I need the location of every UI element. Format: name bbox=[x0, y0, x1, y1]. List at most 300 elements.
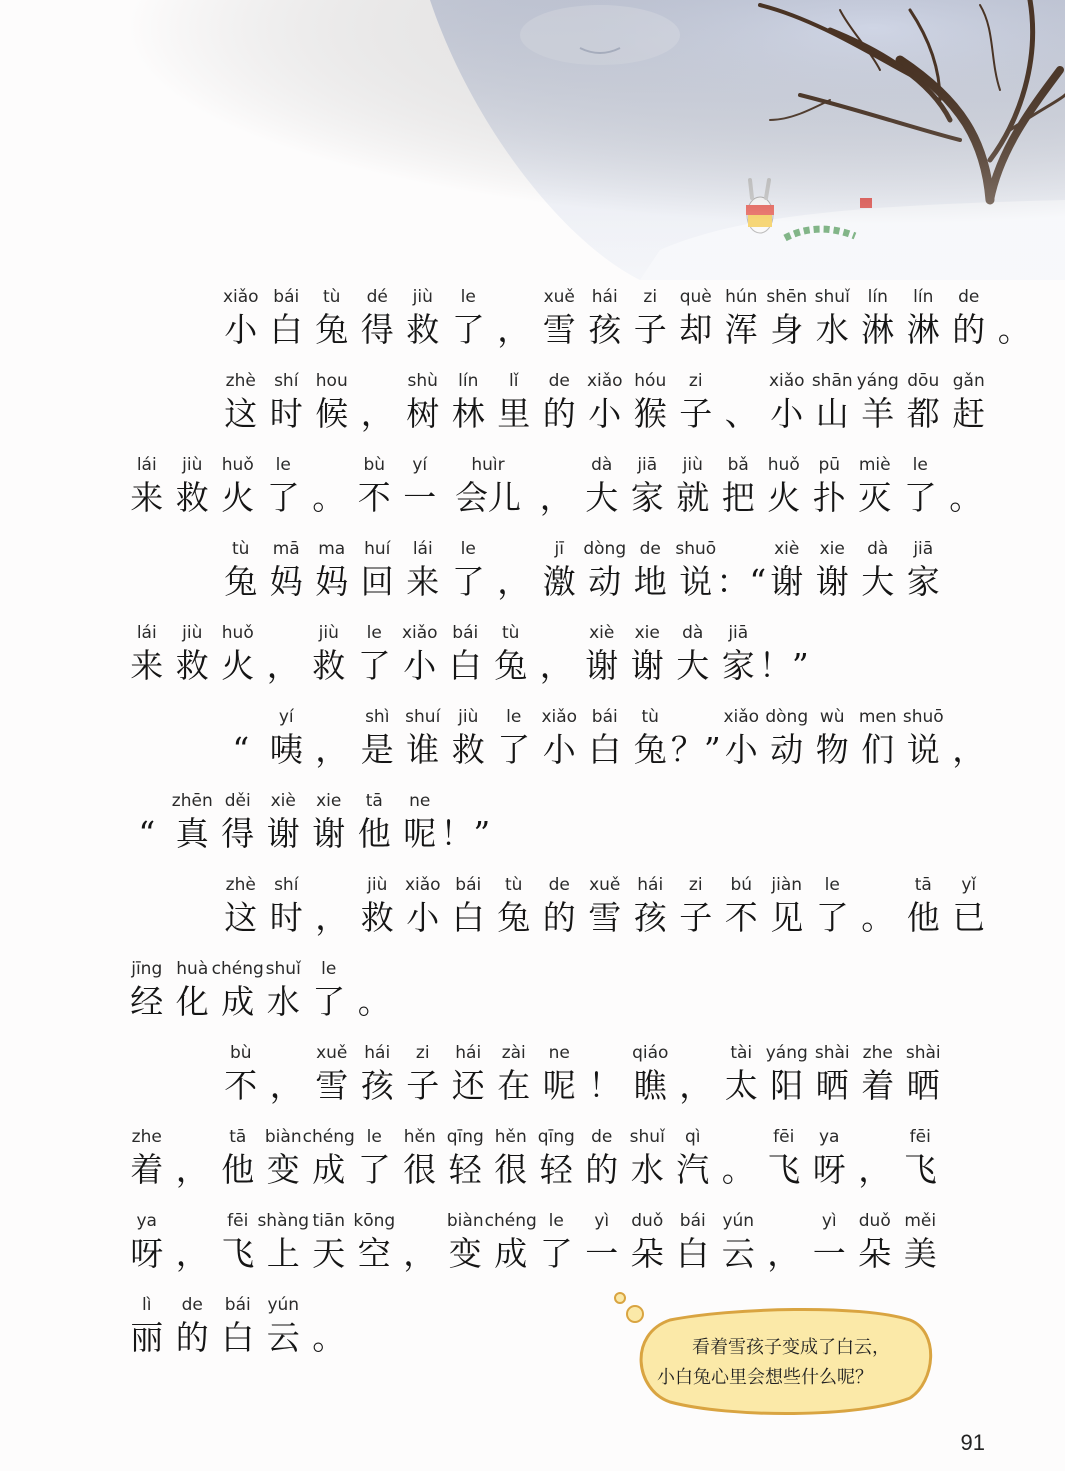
hanzi: ？” bbox=[670, 730, 721, 769]
question-line-2: 小白兔心里会想些什么呢？ bbox=[657, 1367, 873, 1388]
pinyin: shí bbox=[274, 371, 299, 391]
pinyin: jī bbox=[554, 539, 564, 559]
pinyin: bú bbox=[730, 875, 753, 895]
hanzi: 云 bbox=[721, 1234, 755, 1273]
pinyin: chéng bbox=[302, 1127, 355, 1147]
hanzi: 飞 bbox=[221, 1234, 255, 1273]
hanzi: 了 bbox=[451, 310, 485, 349]
pinyin: chéng bbox=[484, 1211, 537, 1231]
hanzi: 雪 bbox=[315, 1066, 349, 1105]
hanzi-unit bbox=[170, 454, 216, 520]
hanzi-unit bbox=[537, 706, 583, 772]
pinyin: yǐ bbox=[961, 875, 977, 895]
hanzi: 还 bbox=[451, 1066, 485, 1105]
hanzi: ， bbox=[269, 1066, 303, 1105]
hanzi: 着 bbox=[130, 1150, 164, 1189]
pinyin: hái bbox=[455, 1043, 482, 1063]
hanzi-unit bbox=[579, 1210, 625, 1276]
pinyin: de bbox=[591, 1127, 613, 1147]
hanzi: 淋 bbox=[906, 310, 940, 349]
hanzi-unit bbox=[491, 874, 537, 940]
pinyin: lín bbox=[867, 287, 888, 307]
hanzi-unit bbox=[719, 874, 765, 940]
hanzi-unit bbox=[670, 454, 716, 520]
hanzi-unit bbox=[124, 622, 170, 688]
pinyin: měi bbox=[904, 1211, 937, 1231]
pinyin: shuō bbox=[675, 539, 717, 559]
hanzi-unit bbox=[670, 1126, 716, 1192]
hanzi: 火 bbox=[221, 646, 255, 685]
hanzi-unit bbox=[716, 538, 767, 604]
hanzi: 时 bbox=[269, 898, 303, 937]
hanzi: 救 bbox=[175, 646, 209, 685]
hanzi: ， bbox=[497, 562, 531, 601]
hanzi: 了 bbox=[451, 562, 485, 601]
hanzi-unit bbox=[901, 1042, 947, 1108]
pinyin: shù bbox=[407, 371, 438, 391]
hanzi: 谢 bbox=[770, 562, 804, 601]
pinyin: dé bbox=[366, 287, 388, 307]
hanzi: 不 bbox=[724, 898, 758, 937]
hanzi-unit bbox=[901, 370, 947, 436]
hanzi-unit bbox=[719, 1042, 765, 1108]
hanzi: 白 bbox=[269, 310, 303, 349]
pinyin: yì bbox=[594, 1211, 610, 1231]
hanzi-unit bbox=[215, 1210, 261, 1276]
hanzi-unit bbox=[400, 286, 446, 352]
hanzi: ， bbox=[497, 310, 531, 349]
pinyin: jiù bbox=[367, 875, 388, 895]
hanzi-unit bbox=[807, 1210, 853, 1276]
hanzi: 的 bbox=[952, 310, 986, 349]
hanzi: 是 bbox=[360, 730, 394, 769]
hanzi-unit bbox=[446, 874, 492, 940]
pinyin: zhe bbox=[862, 1043, 893, 1063]
hanzi: 空 bbox=[357, 1234, 391, 1273]
hanzi: 。 bbox=[357, 982, 391, 1021]
pinyin: lì bbox=[142, 1295, 152, 1315]
hanzi-unit bbox=[534, 1126, 580, 1192]
pinyin: dòng bbox=[765, 707, 809, 727]
pinyin: zài bbox=[501, 1043, 526, 1063]
pinyin: shān bbox=[811, 371, 853, 391]
hanzi: 轻 bbox=[539, 1150, 573, 1189]
pinyin: zi bbox=[688, 875, 703, 895]
hanzi: 水 bbox=[815, 310, 849, 349]
hanzi-unit bbox=[537, 538, 583, 604]
hanzi-unit bbox=[215, 1294, 261, 1360]
hanzi: 小 bbox=[770, 394, 804, 433]
pinyin: děi bbox=[224, 791, 251, 811]
hanzi: 小 bbox=[542, 730, 576, 769]
hanzi-unit bbox=[625, 454, 671, 520]
pinyin: fēi bbox=[773, 1127, 795, 1147]
hanzi: 白 bbox=[221, 1318, 255, 1357]
hanzi: 物 bbox=[815, 730, 849, 769]
pinyin: shuǐ bbox=[629, 1127, 665, 1147]
pinyin: le bbox=[275, 455, 291, 475]
hanzi: 他 bbox=[906, 898, 940, 937]
hanzi-unit bbox=[124, 790, 170, 856]
hanzi-unit bbox=[810, 1042, 856, 1108]
hanzi-unit bbox=[124, 454, 170, 520]
pinyin: lǐ bbox=[509, 371, 519, 391]
pinyin: huí bbox=[364, 539, 391, 559]
hanzi-unit bbox=[901, 538, 947, 604]
hanzi-unit bbox=[352, 958, 398, 1024]
pinyin: shài bbox=[905, 1043, 941, 1063]
hanzi-unit bbox=[218, 706, 264, 772]
hanzi-unit bbox=[716, 454, 762, 520]
hanzi: 飞 bbox=[767, 1150, 801, 1189]
pinyin: de bbox=[548, 371, 570, 391]
hanzi: 很 bbox=[403, 1150, 437, 1189]
hanzi: 救 bbox=[312, 646, 346, 685]
hanzi: 身 bbox=[770, 310, 804, 349]
hanzi-unit bbox=[534, 622, 580, 688]
hanzi-unit bbox=[264, 286, 310, 352]
hanzi-unit bbox=[946, 370, 992, 436]
pinyin: kōng bbox=[353, 1211, 396, 1231]
hanzi: ， bbox=[679, 1066, 713, 1105]
hanzi-unit bbox=[264, 538, 310, 604]
pinyin: zhe bbox=[131, 1127, 162, 1147]
pinyin: bái bbox=[591, 707, 618, 727]
hanzi-unit bbox=[810, 706, 856, 772]
pinyin: jiàn bbox=[771, 875, 803, 895]
hanzi-unit bbox=[446, 370, 492, 436]
pinyin: bù bbox=[229, 1043, 252, 1063]
hanzi: 兔 bbox=[497, 898, 531, 937]
hanzi-unit bbox=[810, 370, 856, 436]
hanzi: 动 bbox=[770, 730, 804, 769]
hanzi: 说 bbox=[679, 562, 713, 601]
hanzi: 的 bbox=[542, 898, 576, 937]
hanzi-unit bbox=[852, 1126, 898, 1192]
hanzi-unit bbox=[855, 874, 901, 940]
hanzi: 孩 bbox=[360, 1066, 394, 1105]
hanzi-unit bbox=[309, 1042, 355, 1108]
pinyin: xie bbox=[634, 623, 660, 643]
hanzi: 火 bbox=[221, 478, 255, 517]
pinyin: yí bbox=[412, 455, 428, 475]
pinyin: yáng bbox=[856, 371, 899, 391]
hanzi: 轻 bbox=[448, 1150, 482, 1189]
hanzi-unit bbox=[670, 1210, 716, 1276]
hanzi-unit bbox=[397, 1210, 443, 1276]
hanzi: 一 bbox=[403, 478, 437, 517]
pinyin: xiǎo bbox=[541, 707, 578, 727]
hanzi-unit bbox=[625, 622, 671, 688]
hanzi: 这 bbox=[224, 394, 258, 433]
text-line bbox=[124, 436, 989, 520]
hanzi: 里 bbox=[497, 394, 531, 433]
text-line bbox=[218, 268, 1037, 352]
pinyin: zhè bbox=[225, 371, 256, 391]
hanzi: 说 bbox=[906, 730, 940, 769]
hanzi-unit bbox=[352, 454, 398, 520]
hanzi: 兔 bbox=[224, 562, 258, 601]
pinyin: yì bbox=[821, 1211, 837, 1231]
hanzi: 白 bbox=[676, 1234, 710, 1273]
hanzi-unit bbox=[719, 706, 765, 772]
hanzi: 候 bbox=[315, 394, 349, 433]
hanzi: 了 bbox=[357, 646, 391, 685]
hanzi-unit bbox=[537, 286, 583, 352]
hanzi: 谢 bbox=[815, 562, 849, 601]
pinyin: shuǐ bbox=[814, 287, 850, 307]
pinyin: jiù bbox=[412, 287, 433, 307]
hanzi: 朵 bbox=[858, 1234, 892, 1273]
pinyin: dōu bbox=[907, 371, 940, 391]
pinyin: bǎ bbox=[727, 455, 749, 475]
pinyin: hái bbox=[591, 287, 618, 307]
hanzi: 化 bbox=[175, 982, 209, 1021]
hanzi: 水 bbox=[266, 982, 300, 1021]
hanzi-unit bbox=[397, 454, 443, 520]
pinyin: tiān bbox=[312, 1211, 346, 1231]
hanzi: 谢 bbox=[585, 646, 619, 685]
hanzi-unit bbox=[488, 622, 534, 688]
hanzi-unit bbox=[901, 874, 947, 940]
hanzi-unit bbox=[397, 622, 443, 688]
hanzi: 阳 bbox=[770, 1066, 804, 1105]
hanzi: 白 bbox=[588, 730, 622, 769]
pinyin: lín bbox=[913, 287, 934, 307]
hanzi-unit bbox=[124, 958, 170, 1024]
hanzi: 美 bbox=[903, 1234, 937, 1273]
hanzi: ：“ bbox=[716, 562, 767, 601]
pinyin: xiǎo bbox=[768, 371, 805, 391]
hanzi-unit bbox=[761, 1210, 807, 1276]
pinyin: ne bbox=[548, 1043, 570, 1063]
hanzi: 了 bbox=[815, 898, 849, 937]
hanzi-unit bbox=[302, 1126, 355, 1192]
hanzi-unit bbox=[488, 1126, 534, 1192]
hanzi: 淋 bbox=[861, 310, 895, 349]
hanzi-unit bbox=[355, 286, 401, 352]
hanzi-unit bbox=[215, 790, 261, 856]
hanzi: 天 bbox=[312, 1234, 346, 1273]
hanzi-unit bbox=[170, 622, 216, 688]
hanzi: 回 bbox=[360, 562, 394, 601]
pinyin: jiā bbox=[913, 539, 934, 559]
hanzi-unit bbox=[306, 1210, 352, 1276]
hanzi: 雪 bbox=[588, 898, 622, 937]
pinyin: tù bbox=[232, 539, 250, 559]
pinyin: tài bbox=[730, 1043, 753, 1063]
hanzi: 了 bbox=[903, 478, 937, 517]
hanzi-unit bbox=[855, 1042, 901, 1108]
hanzi-unit bbox=[309, 370, 355, 436]
hanzi: 变 bbox=[448, 1234, 482, 1273]
pinyin: xiǎo bbox=[222, 287, 259, 307]
pinyin: gǎn bbox=[952, 371, 985, 391]
pinyin: hěn bbox=[403, 1127, 436, 1147]
hanzi-unit bbox=[898, 1126, 944, 1192]
hanzi-unit bbox=[946, 706, 992, 772]
hanzi: 兔 bbox=[494, 646, 528, 685]
hanzi: ， bbox=[952, 730, 986, 769]
hanzi-unit bbox=[582, 706, 628, 772]
hanzi-unit bbox=[443, 454, 534, 520]
hanzi: 猴 bbox=[633, 394, 667, 433]
pinyin: fēi bbox=[227, 1211, 249, 1231]
hanzi-unit bbox=[761, 1126, 807, 1192]
text-line bbox=[124, 772, 491, 856]
hanzi-unit bbox=[582, 286, 628, 352]
hanzi: 白 bbox=[448, 646, 482, 685]
hanzi: 丽 bbox=[130, 1318, 164, 1357]
hanzi-unit bbox=[582, 1042, 628, 1108]
hanzi-unit bbox=[355, 1042, 401, 1108]
pinyin: yí bbox=[278, 707, 294, 727]
hanzi: 激 bbox=[542, 562, 576, 601]
pinyin: le bbox=[366, 623, 382, 643]
hanzi: 把 bbox=[721, 478, 755, 517]
pinyin: jiù bbox=[182, 455, 203, 475]
hanzi-unit bbox=[628, 286, 674, 352]
hanzi-unit bbox=[716, 1126, 762, 1192]
text-line bbox=[218, 1024, 946, 1108]
hanzi-unit bbox=[261, 1294, 307, 1360]
hanzi: 兔 bbox=[633, 730, 667, 769]
hanzi-unit bbox=[764, 286, 810, 352]
hanzi: ， bbox=[315, 898, 349, 937]
hanzi-unit bbox=[491, 286, 537, 352]
hanzi: 。 bbox=[312, 1318, 346, 1357]
hanzi-unit bbox=[534, 1210, 580, 1276]
hanzi-unit bbox=[397, 1126, 443, 1192]
hanzi: 谢 bbox=[630, 646, 664, 685]
text-line bbox=[124, 604, 807, 688]
hanzi-unit bbox=[261, 958, 307, 1024]
hanzi-unit bbox=[306, 622, 352, 688]
hanzi-unit bbox=[810, 538, 856, 604]
hanzi: 小 bbox=[724, 730, 758, 769]
hanzi-unit bbox=[898, 454, 944, 520]
text-line bbox=[218, 520, 946, 604]
hanzi-unit bbox=[170, 1126, 216, 1192]
hanzi-unit bbox=[218, 370, 264, 436]
hanzi: 小 bbox=[406, 898, 440, 937]
hanzi: 的 bbox=[542, 394, 576, 433]
hanzi: 不 bbox=[224, 1066, 258, 1105]
pinyin: tù bbox=[641, 707, 659, 727]
hanzi-unit bbox=[352, 1126, 398, 1192]
hanzi: ！” bbox=[758, 646, 809, 685]
pinyin: le bbox=[506, 707, 522, 727]
hanzi-unit bbox=[579, 622, 625, 688]
hanzi: 经 bbox=[130, 982, 164, 1021]
pinyin: jiù bbox=[458, 707, 479, 727]
pinyin: tù bbox=[502, 623, 520, 643]
hanzi-unit bbox=[264, 370, 310, 436]
hanzi: 了 bbox=[539, 1234, 573, 1273]
pinyin: de bbox=[548, 875, 570, 895]
hanzi: 他 bbox=[221, 1150, 255, 1189]
pinyin: lín bbox=[458, 371, 479, 391]
hanzi-unit bbox=[719, 286, 765, 352]
hanzi-unit bbox=[764, 1042, 810, 1108]
pinyin: hái bbox=[364, 1043, 391, 1063]
hanzi: 不 bbox=[357, 478, 391, 517]
pinyin: xuě bbox=[543, 287, 575, 307]
hanzi-unit bbox=[807, 454, 853, 520]
hanzi: 晒 bbox=[815, 1066, 849, 1105]
pinyin: wù bbox=[819, 707, 845, 727]
pinyin: zi bbox=[688, 371, 703, 391]
hanzi: 了 bbox=[266, 478, 300, 517]
hanzi: 了 bbox=[312, 982, 346, 1021]
hanzi: 灭 bbox=[858, 478, 892, 517]
pinyin: huǒ bbox=[221, 455, 254, 475]
pinyin: lái bbox=[412, 539, 433, 559]
hanzi: 羊 bbox=[861, 394, 895, 433]
hanzi-unit bbox=[446, 1042, 492, 1108]
pinyin: jīng bbox=[131, 959, 163, 979]
hanzi: 。 bbox=[721, 1150, 755, 1189]
pinyin: huǒ bbox=[767, 455, 800, 475]
hanzi-unit bbox=[901, 706, 947, 772]
pinyin: bái bbox=[224, 1295, 251, 1315]
hanzi-unit bbox=[628, 874, 674, 940]
pinyin: ya bbox=[819, 1127, 840, 1147]
hanzi-unit bbox=[124, 1294, 170, 1360]
hanzi: 树 bbox=[406, 394, 440, 433]
hanzi: 了 bbox=[357, 1150, 391, 1189]
pinyin: xuě bbox=[589, 875, 621, 895]
pinyin: biàn bbox=[264, 1127, 302, 1147]
hanzi-unit bbox=[670, 706, 721, 772]
pinyin: shí bbox=[274, 875, 299, 895]
text-line bbox=[124, 1276, 352, 1360]
pinyin: xiè bbox=[270, 791, 296, 811]
hanzi: 晒 bbox=[906, 1066, 940, 1105]
hanzi-unit bbox=[491, 370, 537, 436]
hanzi-unit bbox=[306, 1294, 352, 1360]
hanzi-unit bbox=[218, 286, 264, 352]
hanzi-unit bbox=[628, 538, 674, 604]
text-line bbox=[218, 352, 992, 436]
hanzi: 飞 bbox=[903, 1150, 937, 1189]
hanzi-unit bbox=[440, 790, 491, 856]
hanzi: 成 bbox=[312, 1150, 346, 1189]
hanzi-unit bbox=[537, 1042, 583, 1108]
hanzi: 来 bbox=[406, 562, 440, 601]
hanzi: 呀 bbox=[130, 1234, 164, 1273]
hanzi-unit bbox=[628, 370, 674, 436]
pinyin: xuě bbox=[316, 1043, 348, 1063]
hanzi-unit bbox=[124, 1126, 170, 1192]
hanzi: 大 bbox=[861, 562, 895, 601]
hanzi-unit bbox=[625, 1126, 671, 1192]
hanzi: 的 bbox=[175, 1318, 209, 1357]
pinyin: dà bbox=[682, 623, 704, 643]
hanzi-unit bbox=[170, 790, 216, 856]
hanzi-unit bbox=[992, 286, 1038, 352]
hanzi-unit bbox=[218, 874, 264, 940]
hanzi-unit bbox=[628, 706, 674, 772]
hanzi-unit bbox=[673, 874, 719, 940]
hanzi: 咦 bbox=[269, 730, 303, 769]
pinyin: hou bbox=[315, 371, 348, 391]
pinyin: le bbox=[824, 875, 840, 895]
hanzi-unit bbox=[852, 1210, 898, 1276]
pinyin: bái bbox=[679, 1211, 706, 1231]
pinyin: biàn bbox=[446, 1211, 484, 1231]
hanzi-unit bbox=[943, 454, 989, 520]
